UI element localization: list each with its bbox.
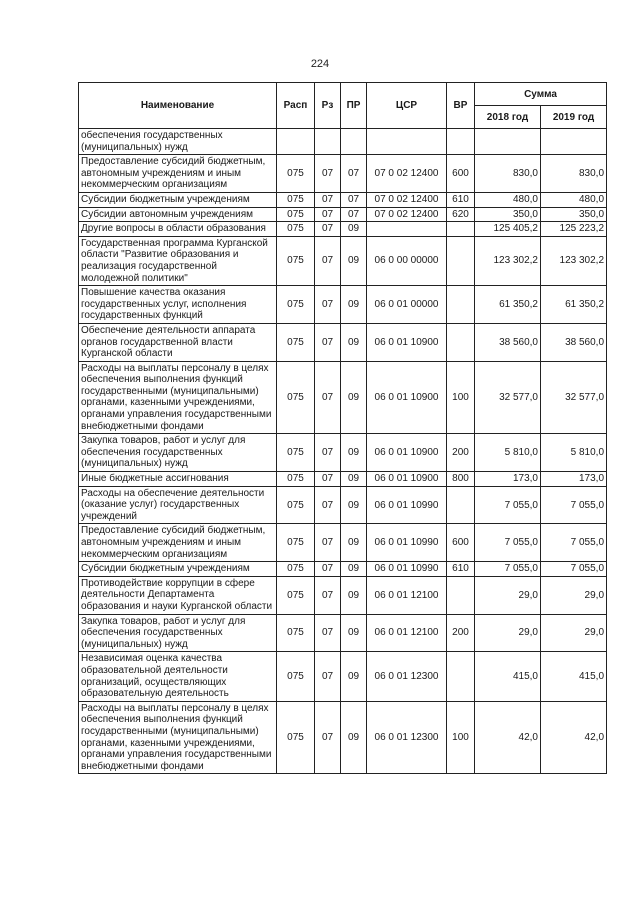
cell-rasp	[277, 129, 315, 155]
cell-rasp: 075	[277, 524, 315, 562]
header-pr: ПР	[341, 83, 367, 129]
table-row	[79, 486, 607, 524]
cell-vr: 800	[447, 472, 475, 487]
table-row	[79, 652, 607, 701]
cell-csr: 06 0 01 12100	[367, 576, 447, 614]
cell-csr: 06 0 01 10900	[367, 361, 447, 434]
page-number: 224	[310, 58, 330, 70]
cell-rz: 07	[315, 614, 341, 652]
cell-sum-2018: 830,0	[475, 155, 541, 193]
cell-csr: 07 0 02 12400	[367, 155, 447, 193]
cell-name: Расходы на обеспечение деятельности (оказание услуг) государственных учреждений	[79, 486, 277, 524]
cell-csr: 07 0 02 12400	[367, 192, 447, 207]
cell-vr: 200	[447, 434, 475, 472]
cell-rasp: 075	[277, 614, 315, 652]
header-rz: Рз	[315, 83, 341, 129]
header-rasp: Расп	[277, 83, 315, 129]
header-year-2019: 2019 год	[541, 106, 607, 129]
cell-name: Государственная программа Курганской области "Развитие образования и реализация государственной молодежной политики"	[79, 236, 277, 285]
cell-pr: 09	[341, 562, 367, 577]
cell-sum-2018: 42,0	[475, 701, 541, 774]
cell-name: Закупка товаров, работ и услуг для обеспечения государственных (муниципальных) нужд	[79, 614, 277, 652]
cell-csr: 06 0 01 10900	[367, 323, 447, 361]
table-row	[79, 576, 607, 614]
cell-csr: 06 0 00 00000	[367, 236, 447, 285]
table-row	[79, 323, 607, 361]
table-row	[79, 207, 607, 222]
cell-name: Закупка товаров, работ и услуг для обеспечения государственных (муниципальных) нужд	[79, 434, 277, 472]
table-row	[79, 222, 607, 237]
cell-name: Расходы на выплаты персоналу в целях обеспечения выполнения функций государственными (муниципальными) органами, казенными учреждениями, органами управления государственными внебюджетными фондами	[79, 701, 277, 774]
cell-name: Противодействие коррупции в сфере деятельности Департамента образования и науки Курганской области	[79, 576, 277, 614]
cell-rasp: 075	[277, 207, 315, 222]
cell-sum-2018: 7 055,0	[475, 562, 541, 577]
cell-name: Повышение качества оказания государственных услуг, исполнения государственных функций	[79, 286, 277, 324]
cell-sum-2019: 350,0	[541, 207, 607, 222]
cell-rz: 07	[315, 562, 341, 577]
table-row	[79, 701, 607, 774]
cell-vr: 610	[447, 562, 475, 577]
cell-rasp: 075	[277, 155, 315, 193]
header-row	[79, 83, 607, 106]
cell-sum-2018: 415,0	[475, 652, 541, 701]
cell-vr: 600	[447, 524, 475, 562]
cell-rz: 07	[315, 207, 341, 222]
cell-sum-2019: 29,0	[541, 576, 607, 614]
cell-pr: 07	[341, 155, 367, 193]
cell-sum-2018: 38 560,0	[475, 323, 541, 361]
cell-name: Предоставление субсидий бюджетным, автономным учреждениям и иным некоммерческим организациям	[79, 155, 277, 193]
cell-vr	[447, 236, 475, 285]
cell-rz: 07	[315, 236, 341, 285]
cell-sum-2019: 480,0	[541, 192, 607, 207]
cell-csr: 06 0 01 10900	[367, 434, 447, 472]
cell-pr: 09	[341, 236, 367, 285]
cell-rz: 07	[315, 323, 341, 361]
cell-sum-2019: 38 560,0	[541, 323, 607, 361]
table-row	[79, 472, 607, 487]
cell-sum-2018: 5 810,0	[475, 434, 541, 472]
cell-rz: 07	[315, 434, 341, 472]
cell-rasp: 075	[277, 222, 315, 237]
cell-rasp: 075	[277, 652, 315, 701]
cell-sum-2019: 7 055,0	[541, 486, 607, 524]
header-year-2018: 2018 год	[475, 106, 541, 129]
table-row	[79, 192, 607, 207]
cell-name: обеспечения государственных (муниципальных) нужд	[79, 129, 277, 155]
cell-csr	[367, 222, 447, 237]
table-row	[79, 361, 607, 434]
cell-rz: 07	[315, 652, 341, 701]
table-row	[79, 129, 607, 155]
cell-pr: 09	[341, 576, 367, 614]
table-row	[79, 236, 607, 285]
header-sum: Сумма	[475, 83, 607, 106]
cell-vr	[447, 576, 475, 614]
cell-pr: 09	[341, 486, 367, 524]
cell-vr	[447, 652, 475, 701]
cell-sum-2018	[475, 129, 541, 155]
cell-pr: 09	[341, 652, 367, 701]
table-row	[79, 286, 607, 324]
cell-rz: 07	[315, 486, 341, 524]
cell-rz: 07	[315, 222, 341, 237]
cell-rz: 07	[315, 155, 341, 193]
cell-name: Предоставление субсидий бюджетным, автономным учреждениям и иным некоммерческим организациям	[79, 524, 277, 562]
cell-vr: 100	[447, 701, 475, 774]
cell-rz: 07	[315, 192, 341, 207]
cell-csr: 06 0 01 10990	[367, 562, 447, 577]
cell-pr: 09	[341, 701, 367, 774]
cell-sum-2019: 415,0	[541, 652, 607, 701]
cell-sum-2018: 29,0	[475, 614, 541, 652]
cell-sum-2019: 42,0	[541, 701, 607, 774]
cell-vr	[447, 323, 475, 361]
cell-vr: 600	[447, 155, 475, 193]
cell-sum-2019: 173,0	[541, 472, 607, 487]
cell-pr: 09	[341, 222, 367, 237]
table-row	[79, 524, 607, 562]
cell-csr: 07 0 02 12400	[367, 207, 447, 222]
cell-sum-2019: 123 302,2	[541, 236, 607, 285]
budget-table	[78, 82, 607, 774]
cell-sum-2019	[541, 129, 607, 155]
cell-sum-2018: 29,0	[475, 576, 541, 614]
cell-sum-2018: 480,0	[475, 192, 541, 207]
cell-csr	[367, 129, 447, 155]
cell-sum-2019: 7 055,0	[541, 562, 607, 577]
cell-sum-2018: 173,0	[475, 472, 541, 487]
cell-sum-2018: 350,0	[475, 207, 541, 222]
table-row	[79, 562, 607, 577]
cell-sum-2019: 830,0	[541, 155, 607, 193]
cell-csr: 06 0 01 10990	[367, 524, 447, 562]
header-csr: ЦСР	[367, 83, 447, 129]
cell-name: Независимая оценка качества образовательной деятельности организаций, осуществляющих образовательную деятельность	[79, 652, 277, 701]
cell-sum-2018: 7 055,0	[475, 524, 541, 562]
cell-pr: 09	[341, 361, 367, 434]
cell-csr: 06 0 01 10990	[367, 486, 447, 524]
cell-pr: 09	[341, 472, 367, 487]
cell-vr: 620	[447, 207, 475, 222]
cell-name: Расходы на выплаты персоналу в целях обеспечения выполнения функций государственными (муниципальными) органами, казенными учреждениями, органами управления государственными внебюджетными фондами	[79, 361, 277, 434]
table-row	[79, 614, 607, 652]
cell-name: Субсидии бюджетным учреждениям	[79, 562, 277, 577]
cell-pr	[341, 129, 367, 155]
cell-rz: 07	[315, 472, 341, 487]
cell-pr: 09	[341, 614, 367, 652]
cell-sum-2019: 125 223,2	[541, 222, 607, 237]
cell-csr: 06 0 01 12100	[367, 614, 447, 652]
cell-vr: 200	[447, 614, 475, 652]
cell-pr: 09	[341, 524, 367, 562]
cell-name: Субсидии автономным учреждениям	[79, 207, 277, 222]
cell-rasp: 075	[277, 576, 315, 614]
cell-vr	[447, 222, 475, 237]
cell-csr: 06 0 01 00000	[367, 286, 447, 324]
cell-rasp: 075	[277, 562, 315, 577]
cell-sum-2019: 61 350,2	[541, 286, 607, 324]
cell-sum-2019: 29,0	[541, 614, 607, 652]
cell-vr	[447, 486, 475, 524]
table-row	[79, 155, 607, 193]
cell-pr: 07	[341, 192, 367, 207]
cell-vr	[447, 286, 475, 324]
cell-pr: 09	[341, 434, 367, 472]
cell-rasp: 075	[277, 236, 315, 285]
cell-rasp: 075	[277, 472, 315, 487]
cell-rz	[315, 129, 341, 155]
cell-rz: 07	[315, 361, 341, 434]
cell-sum-2018: 32 577,0	[475, 361, 541, 434]
cell-rasp: 075	[277, 323, 315, 361]
cell-sum-2019: 7 055,0	[541, 524, 607, 562]
cell-pr: 09	[341, 323, 367, 361]
cell-csr: 06 0 01 12300	[367, 701, 447, 774]
cell-rasp: 075	[277, 361, 315, 434]
cell-sum-2019: 5 810,0	[541, 434, 607, 472]
header-name: Наименование	[79, 83, 277, 129]
cell-csr: 06 0 01 12300	[367, 652, 447, 701]
cell-name: Иные бюджетные ассигнования	[79, 472, 277, 487]
cell-rasp: 075	[277, 486, 315, 524]
cell-csr: 06 0 01 10900	[367, 472, 447, 487]
cell-vr: 100	[447, 361, 475, 434]
cell-name: Субсидии бюджетным учреждениям	[79, 192, 277, 207]
cell-vr: 610	[447, 192, 475, 207]
cell-sum-2018: 125 405,2	[475, 222, 541, 237]
cell-sum-2019: 32 577,0	[541, 361, 607, 434]
cell-name: Обеспечение деятельности аппарата органов государственной власти Курганской области	[79, 323, 277, 361]
cell-rz: 07	[315, 286, 341, 324]
cell-rasp: 075	[277, 434, 315, 472]
cell-pr: 09	[341, 286, 367, 324]
table-row	[79, 434, 607, 472]
cell-rz: 07	[315, 701, 341, 774]
cell-name: Другие вопросы в области образования	[79, 222, 277, 237]
cell-vr	[447, 129, 475, 155]
cell-rz: 07	[315, 576, 341, 614]
cell-rasp: 075	[277, 286, 315, 324]
cell-sum-2018: 61 350,2	[475, 286, 541, 324]
cell-rasp: 075	[277, 701, 315, 774]
cell-rasp: 075	[277, 192, 315, 207]
header-vr: ВР	[447, 83, 475, 129]
cell-sum-2018: 7 055,0	[475, 486, 541, 524]
cell-pr: 07	[341, 207, 367, 222]
cell-rz: 07	[315, 524, 341, 562]
cell-sum-2018: 123 302,2	[475, 236, 541, 285]
